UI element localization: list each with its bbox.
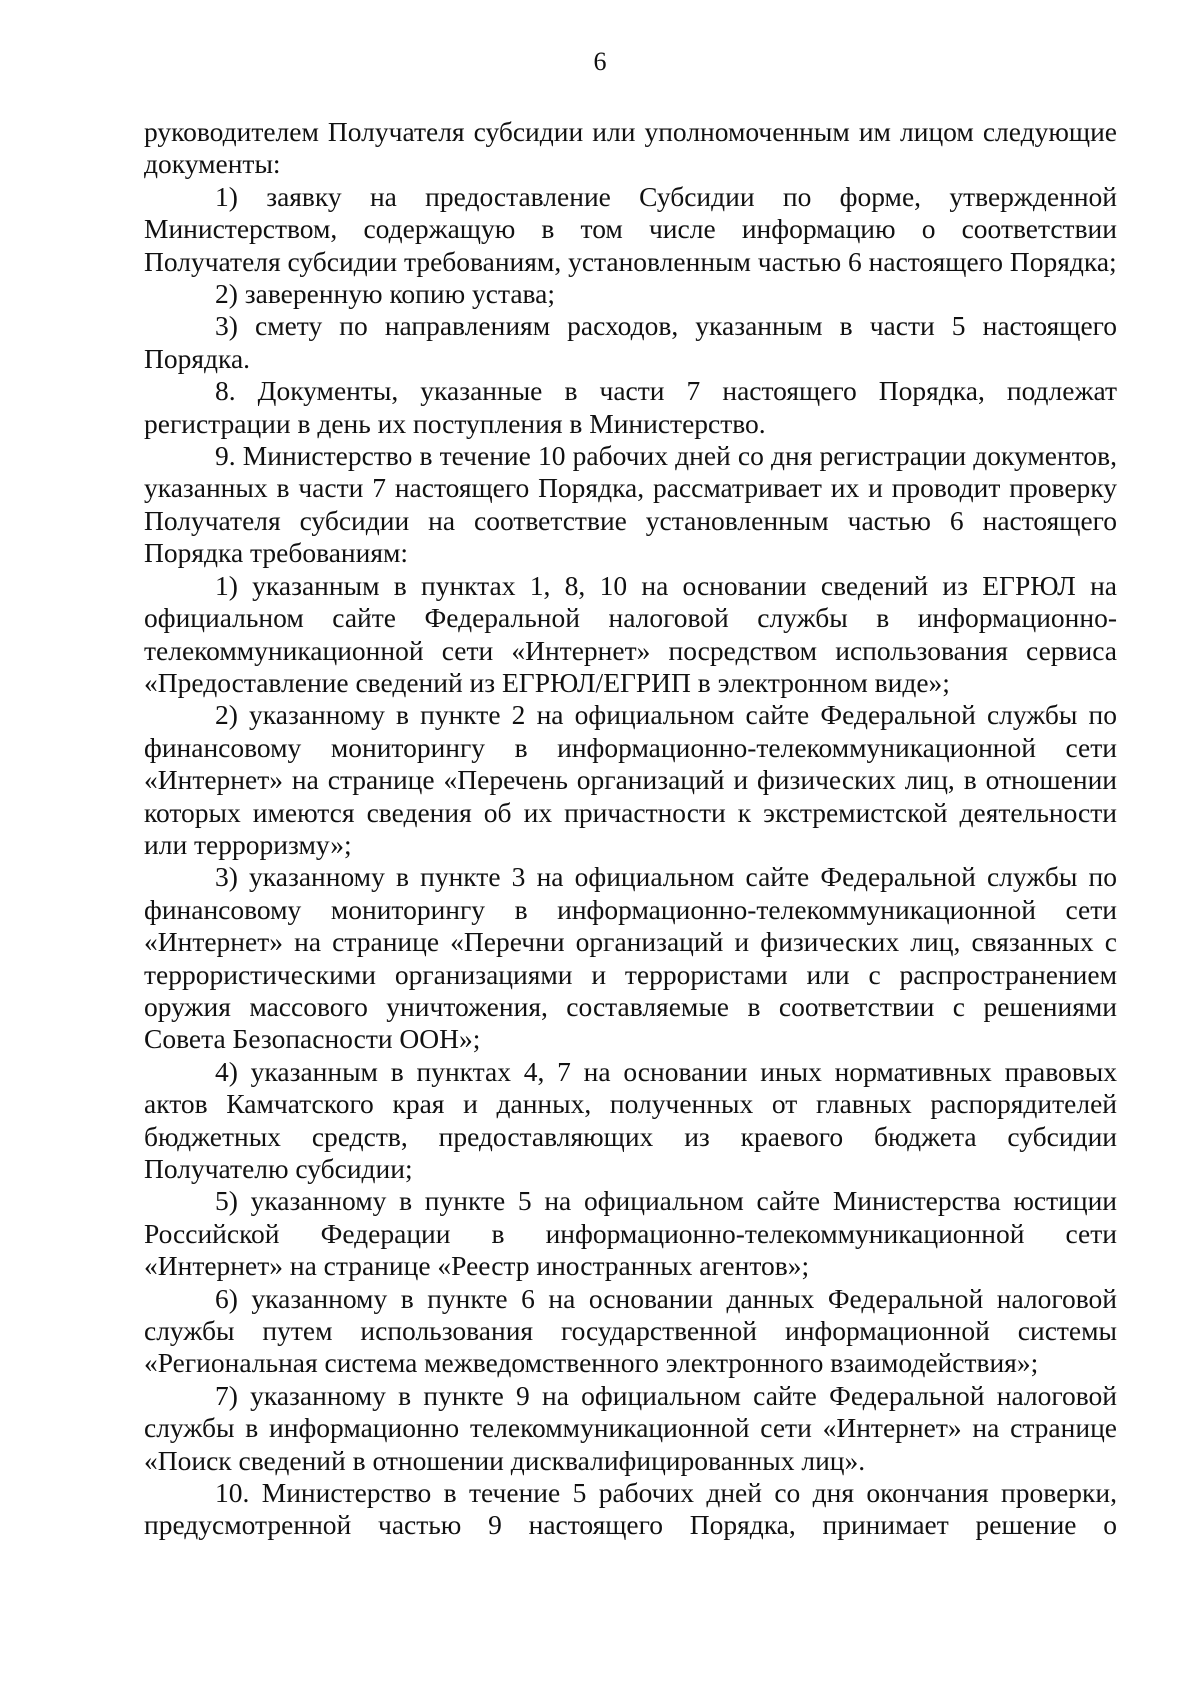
paragraph-check-7: 7) указанному в пункте 9 на официальном сайте Федеральной налоговой службы в информационно телекоммуникационной сети «Интернет» на странице «Поиск сведений в отношении дисквалифицированных лиц». bbox=[144, 1379, 1117, 1476]
paragraph-check-3: 3) указанному в пункте 3 на официальном сайте Федеральной службы по финансовому мониторингу в информационно-телекоммуникационной сети «Интернет» на странице «Перечни организаций и физических лиц, связанных с террористическими организациями и террористами или с распространением оружия массового уничтожения, составляемые в соответствии с решениями Совета Безопасности ООН»; bbox=[144, 861, 1117, 1055]
paragraph-section-9: 9. Министерство в течение 10 рабочих дней со дня регистрации документов, указанных в части 7 настоящего Порядка, рассматривает их и проводит проверку Получателя субсидии на соответствие установленным частью 6 настоящего Порядка требованиям: bbox=[144, 440, 1117, 569]
document-body bbox=[144, 116, 1117, 1542]
paragraph-check-1: 1) указанным в пунктах 1, 8, 10 на основании сведений из ЕГРЮЛ на официальном сайте Федеральной налоговой службы в информационно-телекоммуникационной сети «Интернет» посредством использования сервиса «Предоставление сведений из ЕГРЮЛ/ЕГРИП в электронном виде»; bbox=[144, 569, 1117, 698]
paragraph-section-10: 10. Министерство в течение 5 рабочих дней со дня окончания проверки, предусмотренной частью 9 настоящего Порядка, принимает решение о bbox=[144, 1477, 1117, 1541]
paragraph-item-charter-copy: 2) заверенную копию устава; bbox=[215, 278, 555, 310]
paragraph-check-5: 5) указанному в пункте 5 на официальном сайте Министерства юстиции Российской Федерации в информационно-телекоммуникационной сети «Интернет» на странице «Реестр иностранных агентов»; bbox=[144, 1185, 1117, 1282]
paragraph-documents-intro: руководителем Получателя субсидии или уполномоченным им лицом следующие документы: bbox=[144, 116, 1117, 180]
page-number: 6 bbox=[593, 47, 607, 76]
paragraph-check-4: 4) указанным в пунктах 4, 7 на основании иных нормативных правовых актов Камчатского края и данных, полученных от главных распорядителей бюджетных средств, предоставляющих из краевого бюджета субсидии Получателю субсидии; bbox=[144, 1055, 1117, 1184]
paragraph-section-8: 8. Документы, указанные в части 7 настоящего Порядка, подлежат регистрации в день их поступления в Министерство. bbox=[144, 375, 1117, 439]
paragraph-check-2: 2) указанному в пункте 2 на официальном сайте Федеральной службы по финансовому мониторингу в информационно-телекоммуникационной сети «Интернет» на странице «Перечень организаций и физических лиц, в отношении которых имеются сведения об их причастности к экстремистской деятельности или терроризму»; bbox=[144, 699, 1117, 860]
paragraph-item-cost-estimate: 3) смету по направлениям расходов, указанным в части 5 настоящего Порядка. bbox=[144, 310, 1117, 374]
paragraph-check-6: 6) указанному в пункте 6 на основании данных Федеральной налоговой службы путем использования государственной информационной системы «Региональная система межведомственного электронного взаимодействия»; bbox=[144, 1282, 1117, 1379]
paragraph-item-application: 1) заявку на предоставление Субсидии по форме, утвержденной Министерством, содержащую в том числе информацию о соответствии Получателя субсидии требованиям, установленным частью 6 настоящего Порядка; bbox=[144, 180, 1117, 277]
